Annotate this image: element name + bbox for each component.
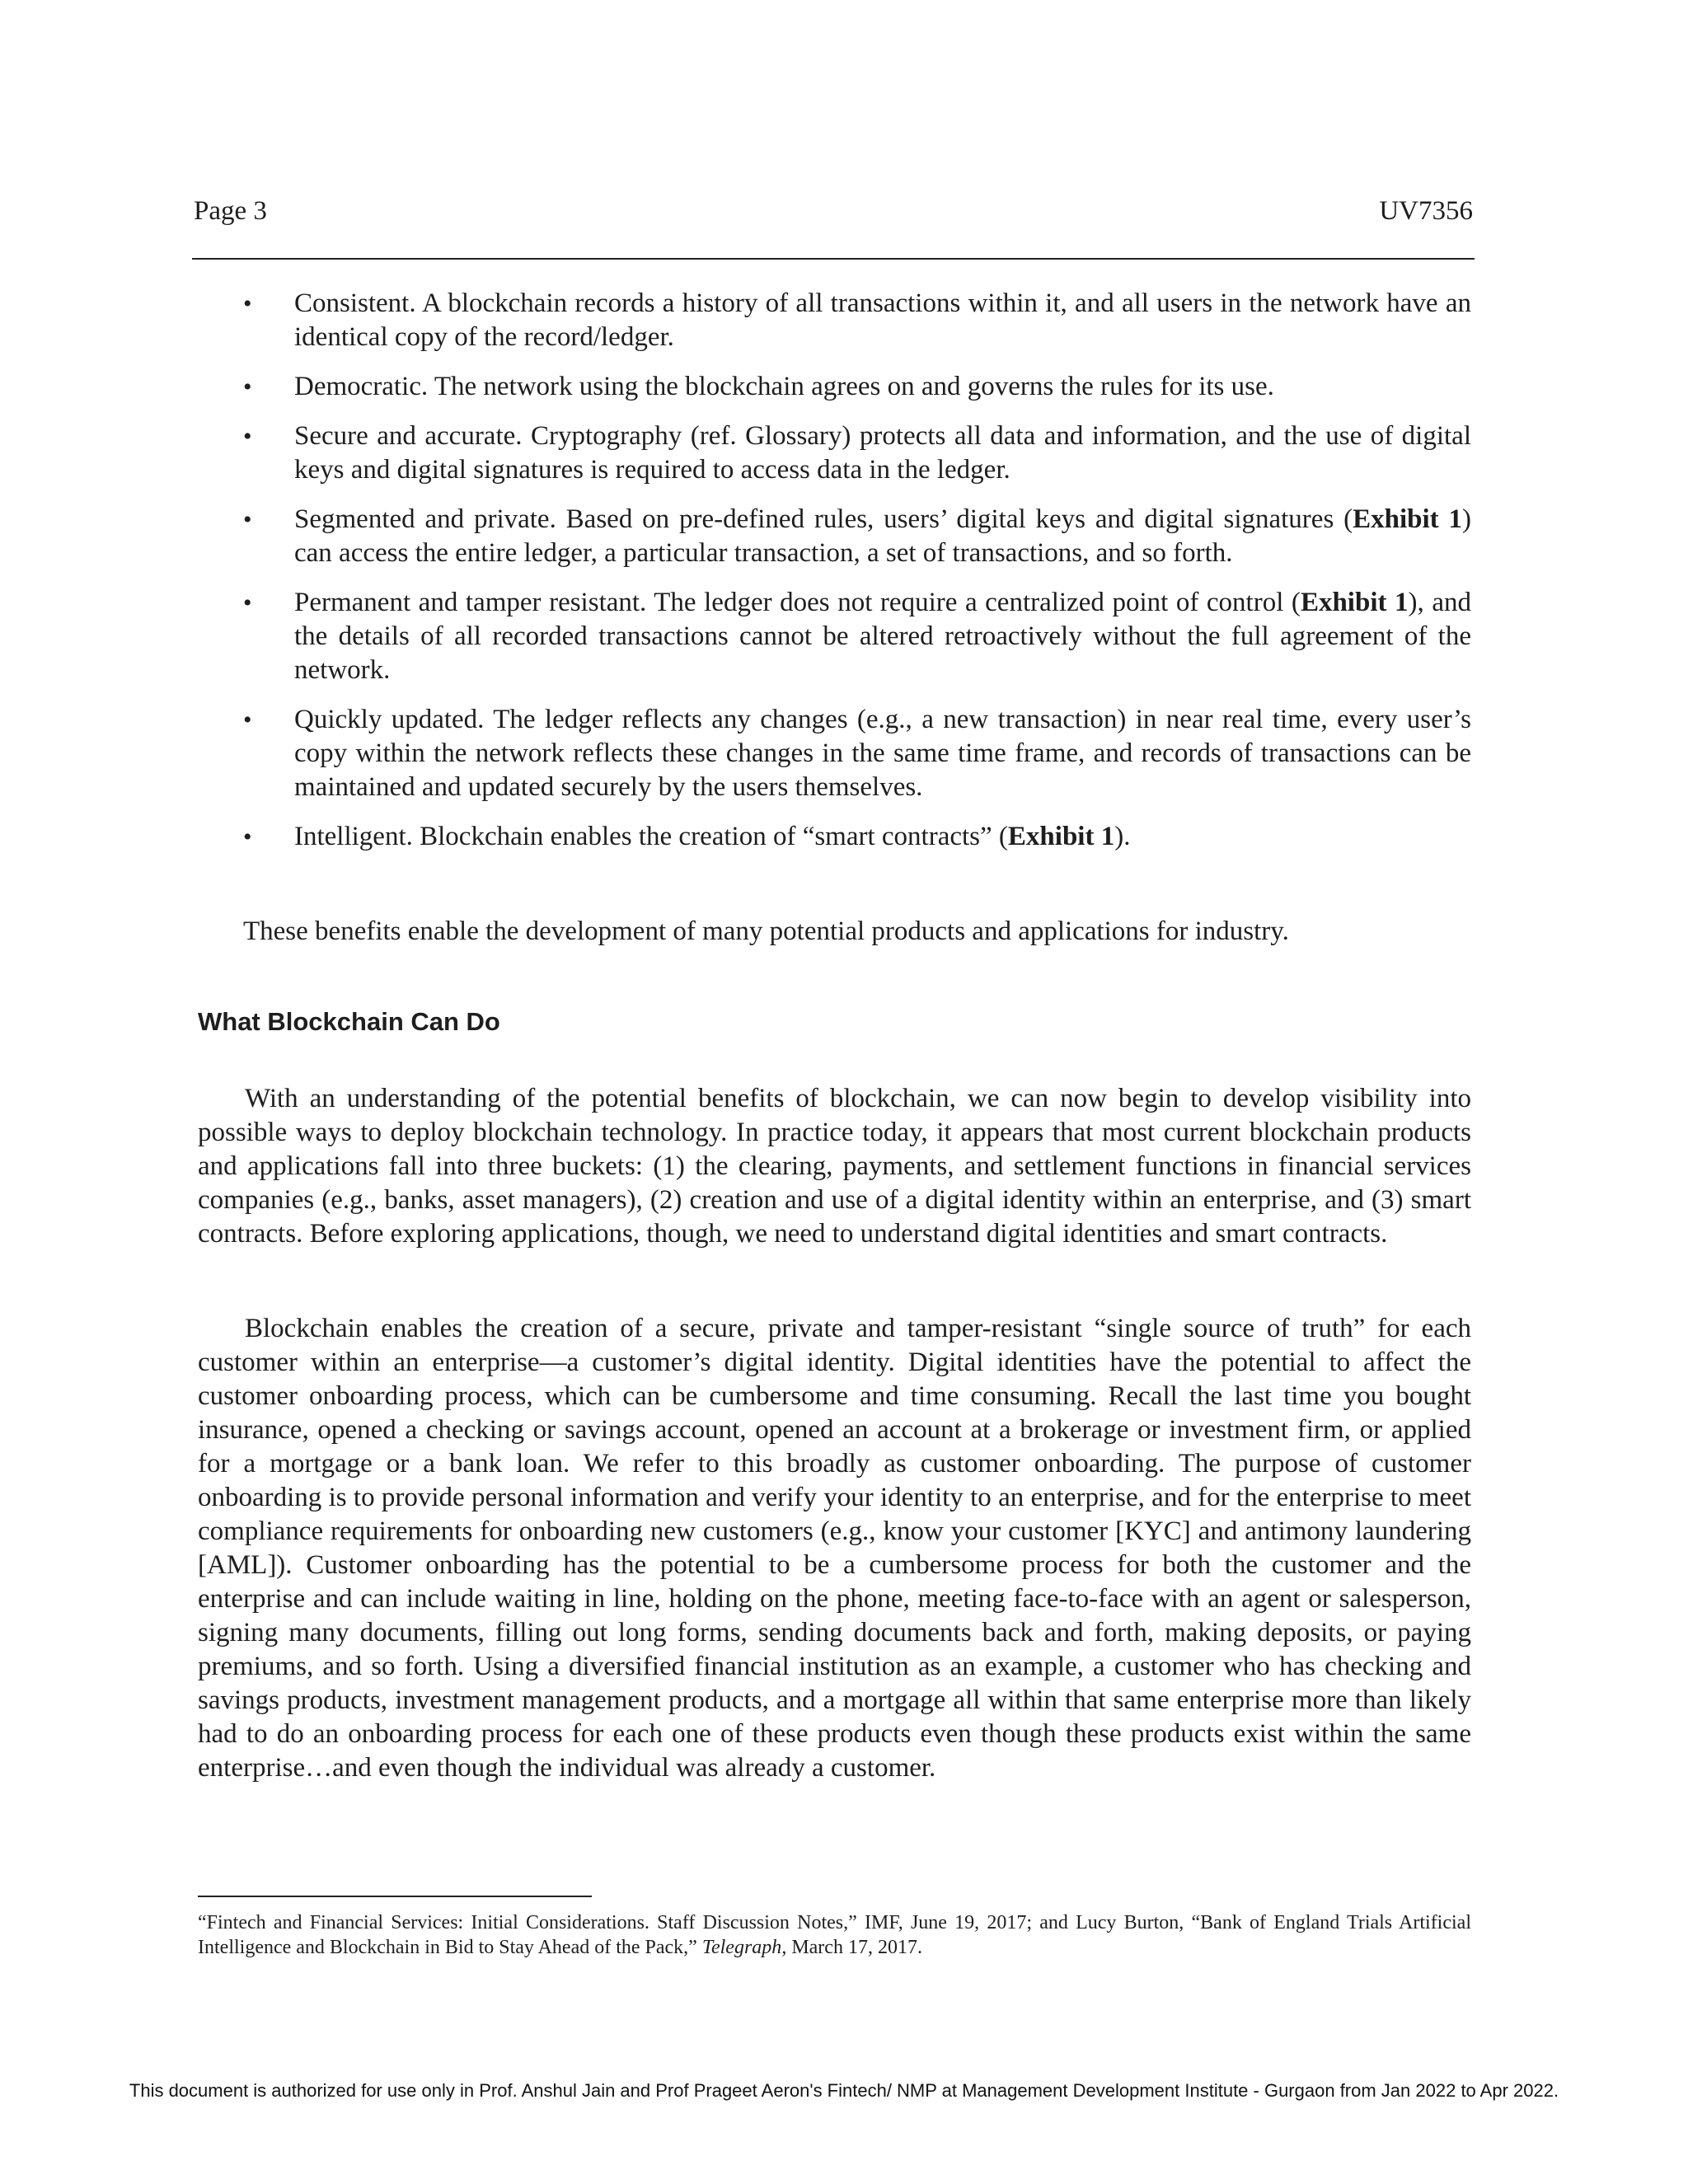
document-code: UV7356 <box>1379 196 1473 226</box>
benefits-list <box>243 287 1471 869</box>
bullet-text: ). <box>1114 822 1131 851</box>
section-heading: What Blockchain Can Do <box>198 1007 500 1036</box>
footnote-divider <box>198 1896 592 1897</box>
bullet-item <box>243 703 1471 804</box>
page-header <box>194 196 1473 232</box>
bullet-text: Secure and accurate. Cryptography (ref. Glossary) protects all data and information, and the use of digital keys and digital signatures is required to access data in the ledger. <box>294 421 1471 485</box>
bullet-text: Democratic. The network using the blockchain agrees on and governs the rules for its use. <box>294 372 1274 401</box>
bullet-marker: • <box>243 373 252 401</box>
bullet-marker: • <box>243 290 252 317</box>
closing-sentence: These benefits enable the development of many potential products and applications for industry. <box>243 916 1289 946</box>
bullet-text: ) can access the entire ledger, a particular transaction, a set of transactions, and so forth. <box>294 504 1472 568</box>
exhibit-reference: Exhibit 1 <box>1300 588 1409 617</box>
bullet-marker: • <box>243 823 252 851</box>
exhibit-reference: Exhibit 1 <box>1007 822 1115 851</box>
bullet-marker: • <box>243 706 252 733</box>
footnote-text: , March 17, 2017. <box>781 1937 922 1958</box>
bullet-item <box>243 586 1471 687</box>
bullet-text: ), and the details of all recorded transactions cannot be altered retroactively without the full agreement of the network. <box>294 588 1471 685</box>
bullet-item <box>243 287 1471 354</box>
header-divider <box>192 258 1475 260</box>
footnote-source-title: Telegraph <box>701 1937 782 1958</box>
page-number: Page 3 <box>194 196 267 226</box>
bullet-item <box>243 503 1471 570</box>
bullet-marker: • <box>243 423 252 450</box>
bullet-item <box>243 370 1471 404</box>
exhibit-reference: Exhibit 1 <box>1353 504 1463 534</box>
footnote <box>198 1910 1471 1960</box>
bullet-text: Intelligent. Blockchain enables the creation of “smart contracts” ( <box>294 822 1008 851</box>
bullet-item <box>243 820 1471 854</box>
body-paragraph-1: With an understanding of the potential benefits of blockchain, we can now begin to develop visibility into possible ways to deploy blockchain technology. In practice today, it appears that most current blockchain products and applications fall into three buckets: (1) the clearing, payments, and settlement functions in financial services companies (e.g., banks, asset managers), (2) creation and use of a digital identity within an enterprise, and (3) smart contracts. Before exploring applications, though, we need to understand digital identities and smart contracts. <box>198 1084 1471 1249</box>
bullet-text: Segmented and private. Based on pre-defined rules, users’ digital keys and digital signatures ( <box>294 504 1353 534</box>
bullet-text: Consistent. A blockchain records a history of all transactions within it, and all users in the network have an identical copy of the record/ledger. <box>294 288 1471 352</box>
bullet-text: Quickly updated. The ledger reflects any changes (e.g., a new transaction) in near real time, every user’s copy within the network reflects these changes in the same time frame, and records of transactions can be maintained and updated securely by the users themselves. <box>294 705 1471 802</box>
bullet-text: Permanent and tamper resistant. The ledger does not require a centralized point of control ( <box>294 588 1301 617</box>
bullet-marker: • <box>243 589 252 616</box>
authorization-notice: This document is authorized for use only in Prof. Anshul Jain and Prof Prageet Aeron's Fintech/ NMP at Management Development Institute - Gurgaon from Jan 2022 to Apr 2022. <box>129 2080 1559 2101</box>
footnote-text: “Fintech and Financial Services: Initial Considerations. Staff Discussion Notes,” IMF, June 19, 2017; and Lucy Burton, “Bank of England Trials Artificial Intelligence and Blockchain in Bid to Stay Ahead of the Pack,” <box>198 1912 1471 1958</box>
body-paragraph-2: Blockchain enables the creation of a secure, private and tamper-resistant “single source of truth” for each customer within an enterprise—a customer’s digital identity. Digital identities have the potential to affect the customer onboarding process, which can be cumbersome and time consuming. Recall the last time you bought insurance, opened a checking or savings account, opened an account at a brokerage or investment firm, or applied for a mortgage or a bank loan. We refer to this broadly as customer onboarding. The purpose of customer onboarding is to provide personal information and verify your identity to an enterprise, and for the enterprise to meet compliance requirements for onboarding new customers (e.g., know your customer [KYC] and antimony laundering [AML]). Customer onboarding has the potential to be a cumbersome process for both the customer and the enterprise and can include waiting in line, holding on the phone, meeting face-to-face with an agent or salesperson, signing many documents, filling out long forms, sending documents back and forth, making deposits, or paying premiums, and so forth. Using a diversified financial institution as an example, a customer who has checking and savings products, investment management products, and a mortgage all within that same enterprise more than likely had to do an onboarding process for each one of these products even though these products exist within the same enterprise…and even though the individual was already a customer. <box>198 1314 1471 1783</box>
bullet-marker: • <box>243 506 252 533</box>
bullet-item <box>243 419 1471 487</box>
